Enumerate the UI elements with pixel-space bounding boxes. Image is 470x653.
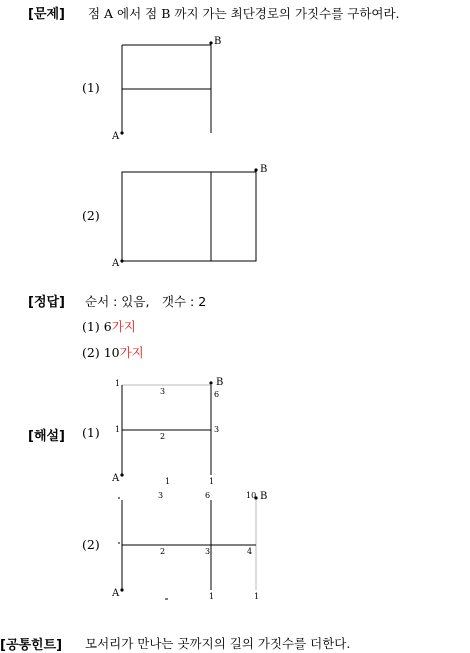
explanation-1-point-b: B	[216, 377, 224, 388]
explanation-2-count: 10	[246, 491, 257, 500]
problem-2-point-a: A	[112, 258, 120, 269]
answer-item-2-number: 10	[103, 345, 120, 360]
answer-item-1-number: 6	[103, 319, 112, 334]
hint-text: 모서리가 만나는 곳까지의 길의 가짓수를 더한다.	[85, 636, 351, 651]
problem-1-point-a: A	[112, 131, 120, 142]
explanation-part-1-label: (1)	[82, 425, 100, 440]
explanation-1-count: 1	[165, 477, 171, 486]
explanation-tag: [해설]	[28, 429, 65, 444]
answer-summary: 순서 : 있음, 갯수 : 2	[85, 294, 207, 309]
explanation-1-count: 6	[214, 390, 220, 399]
hint-tag: [공통힌트]	[0, 638, 63, 653]
explanation-1-count: 1	[115, 425, 121, 434]
explanation-2-count: 1	[209, 592, 215, 601]
problem-2-point-b: B	[260, 164, 268, 175]
explanation-2-count: 3	[205, 547, 211, 556]
explanation-2-point-b: B	[260, 491, 268, 502]
answer-item-2-label: (2)	[82, 345, 100, 360]
problem-1-point-b: B	[214, 36, 222, 47]
problem-part-2-label: (2)	[82, 208, 100, 223]
answer-item-2-unit: 가지	[119, 345, 144, 360]
problem-tag: [문제]	[28, 7, 65, 22]
explanation-part-2-label: (2)	[82, 537, 100, 552]
explanation-2-count: 6	[205, 491, 211, 500]
explanation-1-count: 1	[209, 477, 215, 486]
explanation-1-point-a: A	[112, 473, 120, 484]
explanation-2-point-a: A	[112, 588, 120, 599]
explanation-1-count: 3	[160, 387, 166, 396]
answer-item-1-label: (1)	[82, 319, 100, 334]
explanation-2-count: 1	[254, 592, 260, 601]
explanation-1-count: 3	[214, 425, 220, 434]
explanation-1-count: 2	[160, 432, 166, 441]
answer-tag: [정답]	[28, 295, 65, 310]
explanation-1-count: 1	[115, 379, 121, 388]
explanation-2-count: 3	[158, 491, 164, 500]
explanation-2-count: 2	[160, 547, 166, 556]
problem-part-1-label: (1)	[82, 80, 100, 95]
answer-item-1-unit: 가지	[111, 319, 136, 334]
explanation-2-count: 4	[247, 547, 253, 556]
problem-statement: 점 A 에서 점 B 까지 가는 최단경로의 가짓수를 구하여라.	[88, 6, 400, 21]
